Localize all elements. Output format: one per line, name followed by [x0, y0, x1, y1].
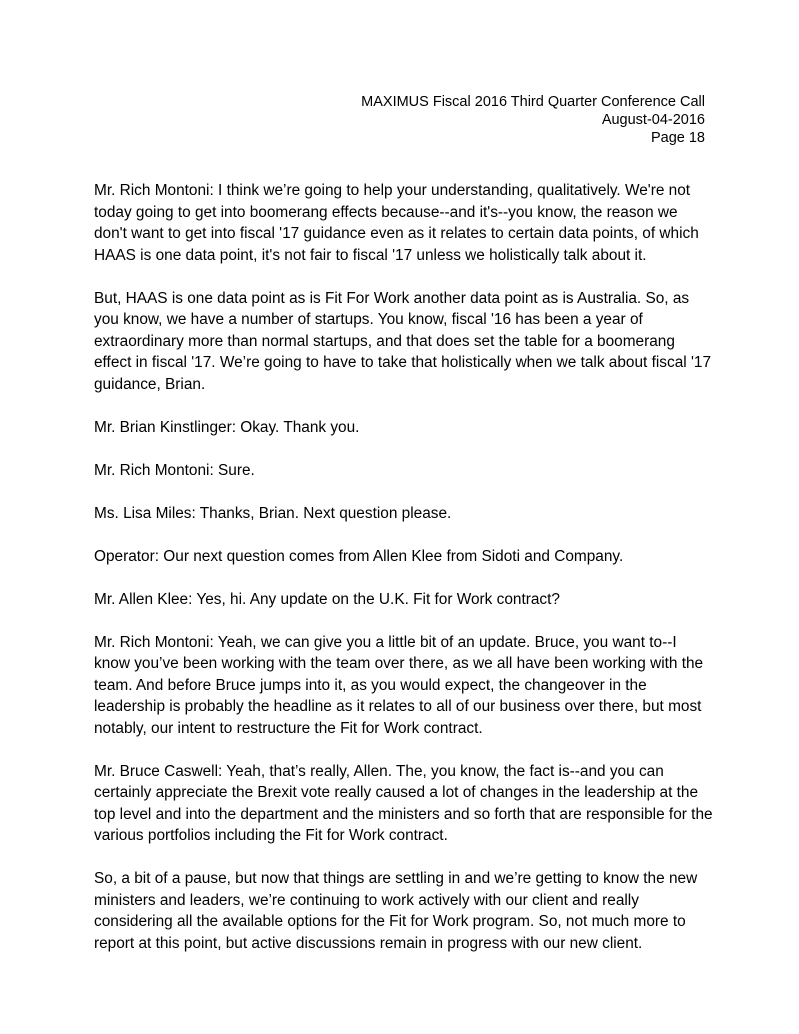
- paragraph: Mr. Allen Klee: Yes, hi. Any update on the U.K. Fit for Work contract?: [94, 590, 560, 608]
- paragraph: Mr. Bruce Caswell: Yeah, that’s really, Allen. The, you know, the fact is--and you can certainly appreciate the Brexit vote really caused a lot of changes in the leadership at the top level and into the department and the ministers and so forth that are responsible for the various portfolios including the Fit for Work contract.: [94, 762, 713, 844]
- paragraph: Mr. Brian Kinstlinger: Okay. Thank you.: [94, 418, 360, 436]
- transcript-body: [94, 180, 714, 976]
- paragraph: So, a bit of a pause, but now that things are settling in and we’re getting to know the new ministers and leaders, we’re continuing to work actively with our client and really considering all the available options for the Fit for Work program. So, not much more to report at this point, but active discussions remain in progress with our new client.: [94, 870, 698, 952]
- document-date: August-04-2016: [601, 112, 705, 128]
- page-header: [361, 93, 705, 147]
- paragraph: Mr. Rich Montoni: Sure.: [94, 461, 255, 479]
- document-title: MAXIMUS Fiscal 2016 Third Quarter Conference Call: [361, 94, 705, 110]
- paragraph: Mr. Rich Montoni: I think we’re going to help your understanding, qualitatively. We're not today going to get into boomerang effects because--and it's--you know, the reason we don't want to get into fiscal '17 guidance even as it relates to certain data points, of which HAAS is one data point, it's not fair to fiscal '17 unless we holistically talk about it.: [94, 182, 699, 264]
- paragraph: Mr. Rich Montoni: Yeah, we can give you a little bit of an update. Bruce, you want to--I know you’ve been working with the team over there, as we all have been working with the team. And before Bruce jumps into it, as you would expect, the changeover in the leadership is probably the headline as it relates to all of our business over there, but most notably, our intent to restructure the Fit for Work contract.: [94, 633, 704, 737]
- paragraph: Operator: Our next question comes from Allen Klee from Sidoti and Company.: [94, 547, 624, 565]
- paragraph: Ms. Lisa Miles: Thanks, Brian. Next question please.: [94, 504, 452, 522]
- page-number: Page 18: [650, 130, 705, 146]
- paragraph: But, HAAS is one data point as is Fit For Work another data point as is Australia. So, as you know, we have a number of startups. You know, fiscal '16 has been a year of extraordinary more than normal startups, and that does set the table for a boomerang effect in fiscal '17. We’re going to have to take that holistically when we talk about fiscal '17 guidance, Brian.: [94, 289, 712, 393]
